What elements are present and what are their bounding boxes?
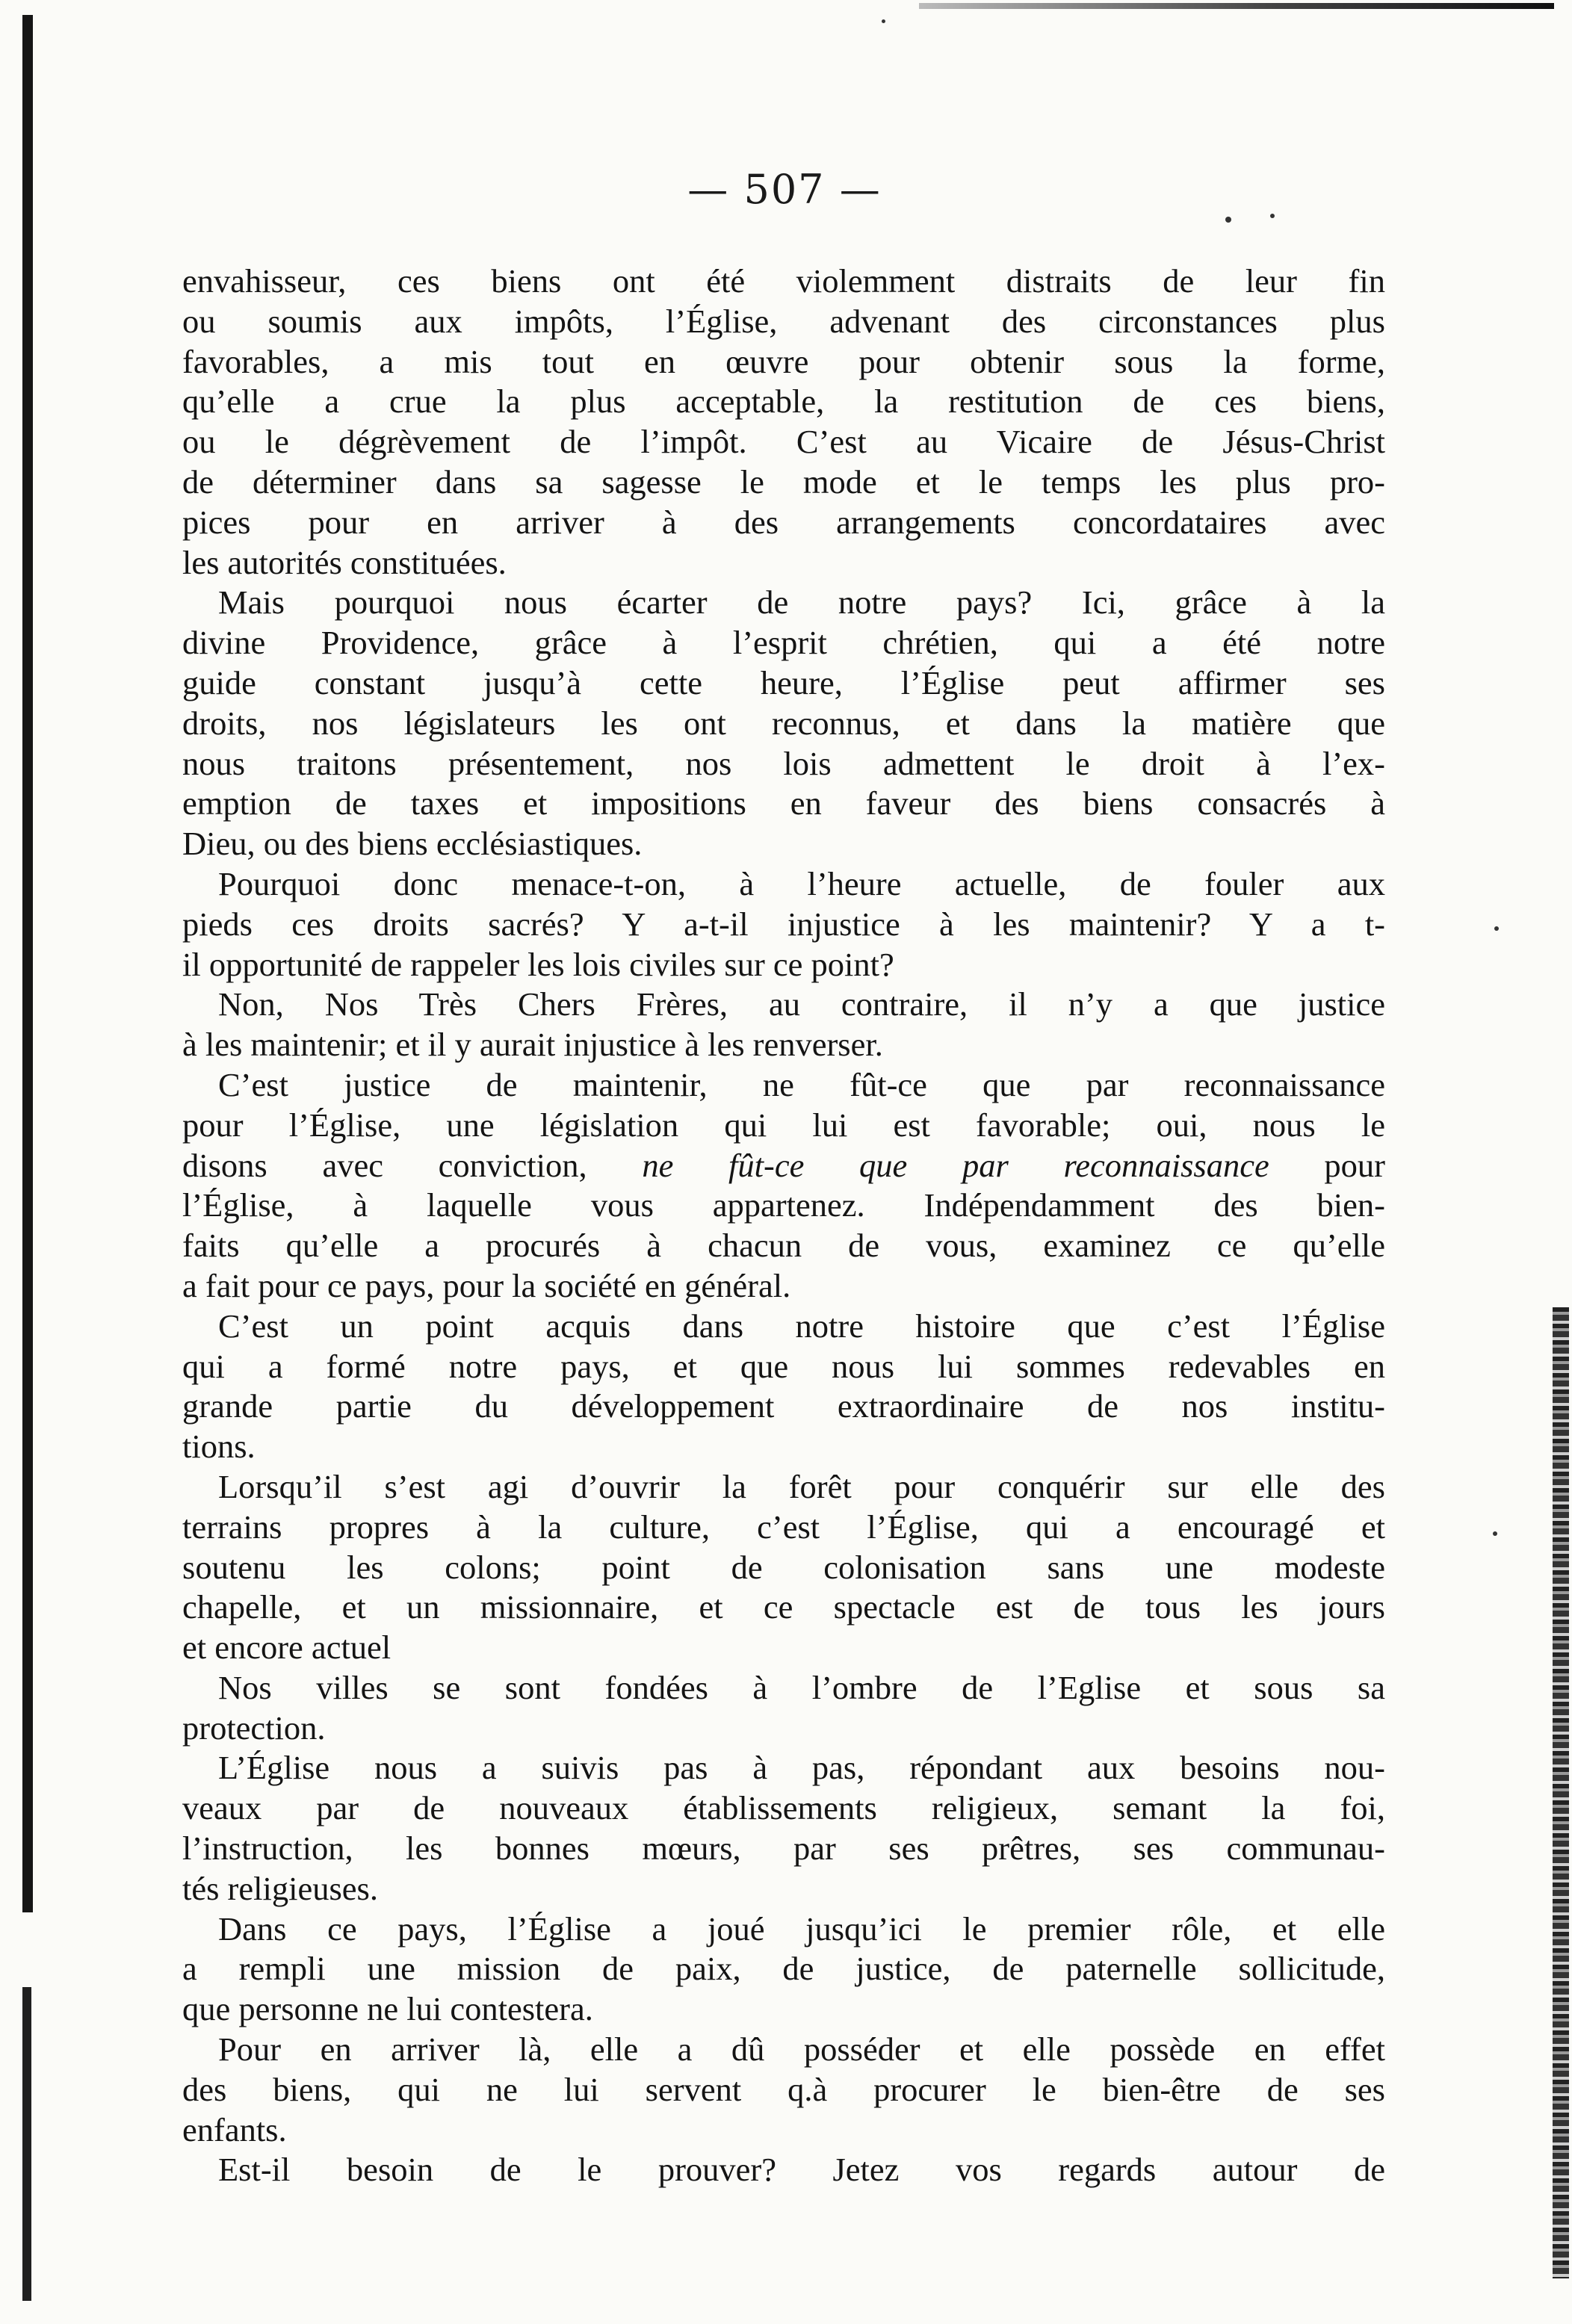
text-line: nous traitons présentement, nos lois admettent le droit à l’ex- [182, 744, 1385, 782]
scan-speck [1225, 217, 1231, 223]
text-line: Mais pourquoi nous écarter de notre pays? Ici, grâce à la [218, 583, 1385, 622]
scan-speck [1270, 214, 1275, 218]
text-line: Nos villes se sont fondées à l’ombre de l’Eglise et sous sa [218, 1668, 1385, 1706]
text-line-segment: pour [1269, 1146, 1385, 1184]
text-line: Dieu, ou des biens ecclésiastiques. [182, 825, 643, 863]
text-line: emption de taxes et impositions en faveur des biens consacrés à [182, 784, 1385, 822]
text-line: Lorsqu’il s’est agi d’ouvrir la forêt pour conquérir sur elle des [218, 1467, 1385, 1505]
scan-speck [1494, 926, 1499, 931]
text-line: faits qu’elle a procurés à chacun de vous, examinez ce qu’elle [182, 1227, 1385, 1265]
text-line: qu’elle a crue la plus acceptable, la restitution de ces biens, [182, 382, 1385, 421]
text-line: terrains propres à la culture, c’est l’Église, qui a encouragé et [182, 1507, 1385, 1546]
text-line: chapelle, et un missionnaire, et ce spectacle est de tous les jours [182, 1588, 1385, 1626]
text-line: pices pour en arriver à des arrangements concordataires avec [182, 503, 1385, 541]
text-line: l’instruction, les bonnes mœurs, par ses prêtres, ses communau- [182, 1829, 1385, 1868]
text-line: il opportunité de rappeler les lois civiles sur ce point? [182, 945, 894, 983]
text-line: les autorités constituées. [182, 543, 507, 581]
text-line: protection. [182, 1708, 326, 1747]
text-line: pieds ces droits sacrés? Y a-t-il injustice à les maintenir? Y a t- [182, 905, 1385, 943]
scan-speck [1493, 1531, 1497, 1536]
text-line: ou le dégrèvement de l’impôt. C’est au Vicaire de Jésus-Christ [182, 423, 1385, 461]
text-line: C’est justice de maintenir, ne fût-ce que par reconnaissance [218, 1065, 1385, 1103]
text-line: veaux par de nouveaux établissements religieux, semant la foi, [182, 1789, 1385, 1827]
text-line: Dans ce pays, l’Église a joué jusqu’ici le premier rôle, et elle [218, 1909, 1385, 1947]
page-number: — 507 — [687, 166, 882, 213]
scan-right-edge [1553, 1307, 1569, 2278]
text-line: C’est un point acquis dans notre histoire que c’est l’Église [218, 1307, 1385, 1345]
text-line: a fait pour ce pays, pour la société en général. [182, 1266, 791, 1304]
text-line: enfants. [182, 2110, 287, 2148]
text-line: soutenu les colons; point de colonisation sans une modeste [182, 1548, 1385, 1586]
text-line: grande partie du développement extraordinaire de nos institu- [182, 1387, 1385, 1425]
text-line [182, 1146, 1385, 1186]
text-line: divine Providence, grâce à l’esprit chrétien, qui a été notre [182, 624, 1385, 662]
text-line: tés religieuses. [182, 1869, 378, 1907]
scan-top-rule [919, 3, 1554, 9]
text-line: et encore actuel [182, 1629, 392, 1667]
text-line: droits, nos législateurs les ont reconnus, et dans la matière que [182, 704, 1385, 742]
text-line-segment: disons avec conviction, [182, 1146, 643, 1184]
text-line: de déterminer dans sa sagesse le mode et le temps les plus pro- [182, 462, 1385, 501]
scan-speck [882, 19, 885, 23]
text-line: L’Église nous a suivis pas à pas, répondant aux besoins nou- [218, 1749, 1385, 1787]
scan-left-edge [22, 15, 33, 1912]
text-line: qui a formé notre pays, et que nous lui sommes redevables en [182, 1347, 1385, 1385]
text-line: à les maintenir; et il y aurait injustice à les renverser. [182, 1026, 883, 1064]
italic-phrase: ne fût-ce que par reconnaissance [642, 1146, 1269, 1184]
text-line: Pourquoi donc menace-t-on, à l’heure actuelle, de fouler aux [218, 864, 1385, 902]
text-line: a rempli une mission de paix, de justice, de paternelle sollicitude, [182, 1950, 1385, 1988]
text-line: que personne ne lui contestera. [182, 1990, 593, 2028]
text-line: pour l’Église, une législation qui lui est favorable; oui, nous le [182, 1106, 1385, 1144]
text-line: envahisseur, ces biens ont été violemment distraits de leur fin [182, 262, 1385, 300]
text-line: Pour en arriver là, elle a dû posséder et elle possède en effet [218, 2030, 1385, 2069]
text-line: l’Église, à laquelle vous appartenez. Indépendamment des bien- [182, 1186, 1385, 1224]
text-line: Non, Nos Très Chers Frères, au contraire, il n’y a que justice [218, 985, 1385, 1023]
text-line: guide constant jusqu’à cette heure, l’Église peut affirmer ses [182, 663, 1385, 701]
body-text [182, 261, 1385, 2190]
text-line: Est-il besoin de le prouver? Jetez vos regards autour de [218, 2151, 1385, 2189]
text-line: tions. [182, 1428, 256, 1466]
text-line: des biens, qui ne lui servent q.à procurer le bien-être de ses [182, 2070, 1385, 2108]
text-line: favorables, a mis tout en œuvre pour obtenir sous la forme, [182, 342, 1385, 380]
scan-left-edge-lower [22, 1987, 31, 2301]
text-line: ou soumis aux impôts, l’Église, advenant des circonstances plus [182, 302, 1385, 340]
